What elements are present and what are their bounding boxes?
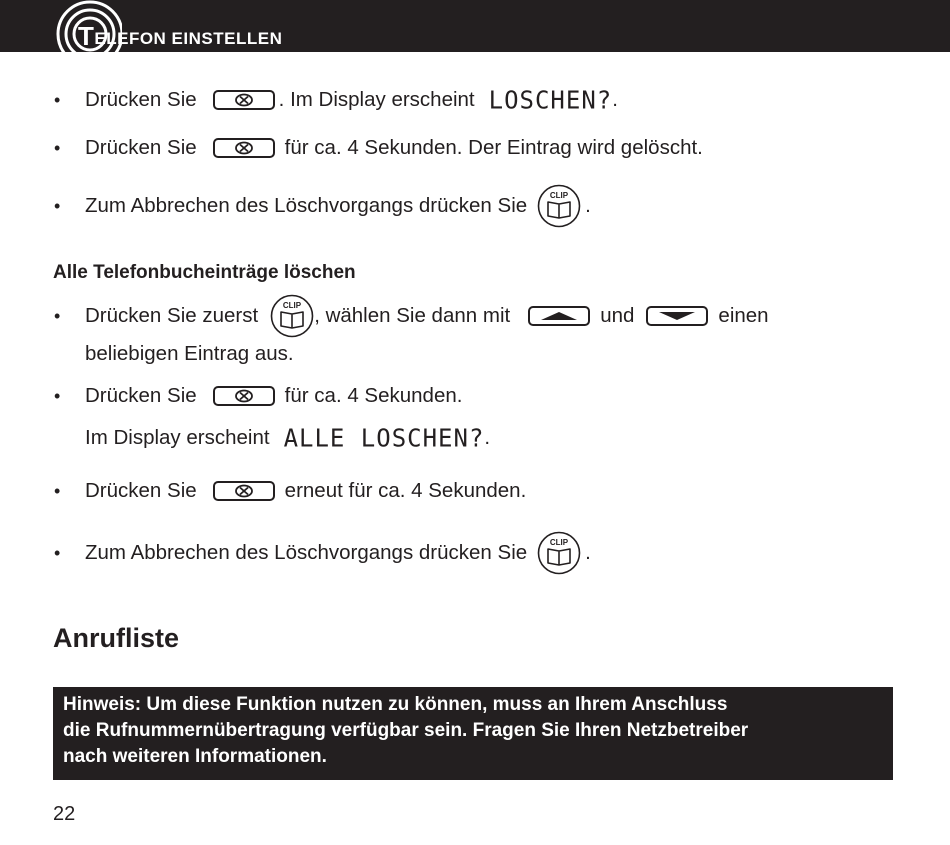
step-delete-all-1 [54,301,769,331]
bullet: • [54,386,61,406]
clip-label: CLIP [550,191,569,200]
delete-key-icon [213,90,275,110]
step-text: Im Display erscheint [85,426,270,449]
step-text: und [600,304,635,327]
step-delete-2 [54,133,703,163]
step-text: Zum Abbrechen des Löschvorgangs drücken Sie [85,541,528,564]
delete-key-icon [213,386,275,406]
step-text: Drücken Sie [85,479,197,502]
clip-phonebook-icon [270,294,314,338]
display-text: LOSCHEN? [488,85,613,115]
step-text: erneut für ca. 4 Sekunden. [284,479,527,502]
header-title-initial: T [78,21,95,51]
step-text: Drücken Sie [85,136,197,159]
bullet: • [54,196,61,216]
bullet: • [54,543,61,563]
step-text: beliebigen Eintrag aus. [85,342,294,365]
note-line: Hinweis: Um diese Funktion nutzen zu können, muss an Ihrem Anschluss [63,694,728,715]
step-end: . [585,541,591,564]
arrow-down-key-icon [646,306,708,326]
step-text: Drücken Sie zuerst [85,304,259,327]
step-delete-all-2 [54,381,463,411]
bullet: • [54,90,61,110]
delete-all-heading: Alle Telefonbucheinträge löschen [53,262,356,283]
step-delete-1 [54,85,618,115]
step-text: einen [718,304,769,327]
clip-label: CLIP [550,538,569,547]
note-box [53,687,893,780]
step-text: . Im Display erscheint [278,88,475,111]
step-text: Drücken Sie [85,88,197,111]
step-delete-3 [54,191,591,221]
header-bar [0,0,950,52]
clip-phonebook-icon [537,184,581,228]
page-number: 22 [53,803,76,825]
clip-phonebook-icon [537,531,581,575]
bullet: • [54,138,61,158]
step-text: für ca. 4 Sekunden. [284,384,463,407]
header-title-rest: ELEFON EINSTELLEN [94,29,283,48]
step-text: Drücken Sie [85,384,197,407]
step-text: Zum Abbrechen des Löschvorgangs drücken Sie [85,194,528,217]
clip-label: CLIP [283,301,302,310]
arrow-up-key-icon [528,306,590,326]
step-end: . [484,426,491,449]
step-text: für ca. 4 Sekunden. Der Eintrag wird gelöscht. [284,136,703,159]
step-end: . [612,88,618,111]
step-end: . [585,194,591,217]
section-title-call-list: Anrufliste [53,623,180,653]
delete-key-icon [213,138,275,158]
note-line: die Rufnummernübertragung verfügbar sein. Fragen Sie Ihren Netzbetreiber [63,720,749,741]
step-text: , wählen Sie dann mit [314,304,511,327]
display-text: ALLE LOSCHEN? [283,423,485,453]
header-title [78,21,282,52]
step-delete-all-3 [54,476,527,506]
step-delete-all-2-display [85,423,490,453]
delete-key-icon [213,481,275,501]
bullet: • [54,481,61,501]
step-delete-all-4 [54,538,591,568]
bullet: • [54,306,61,326]
note-line: nach weiteren Informationen. [63,746,327,767]
step-delete-all-1-continuation [85,339,294,369]
